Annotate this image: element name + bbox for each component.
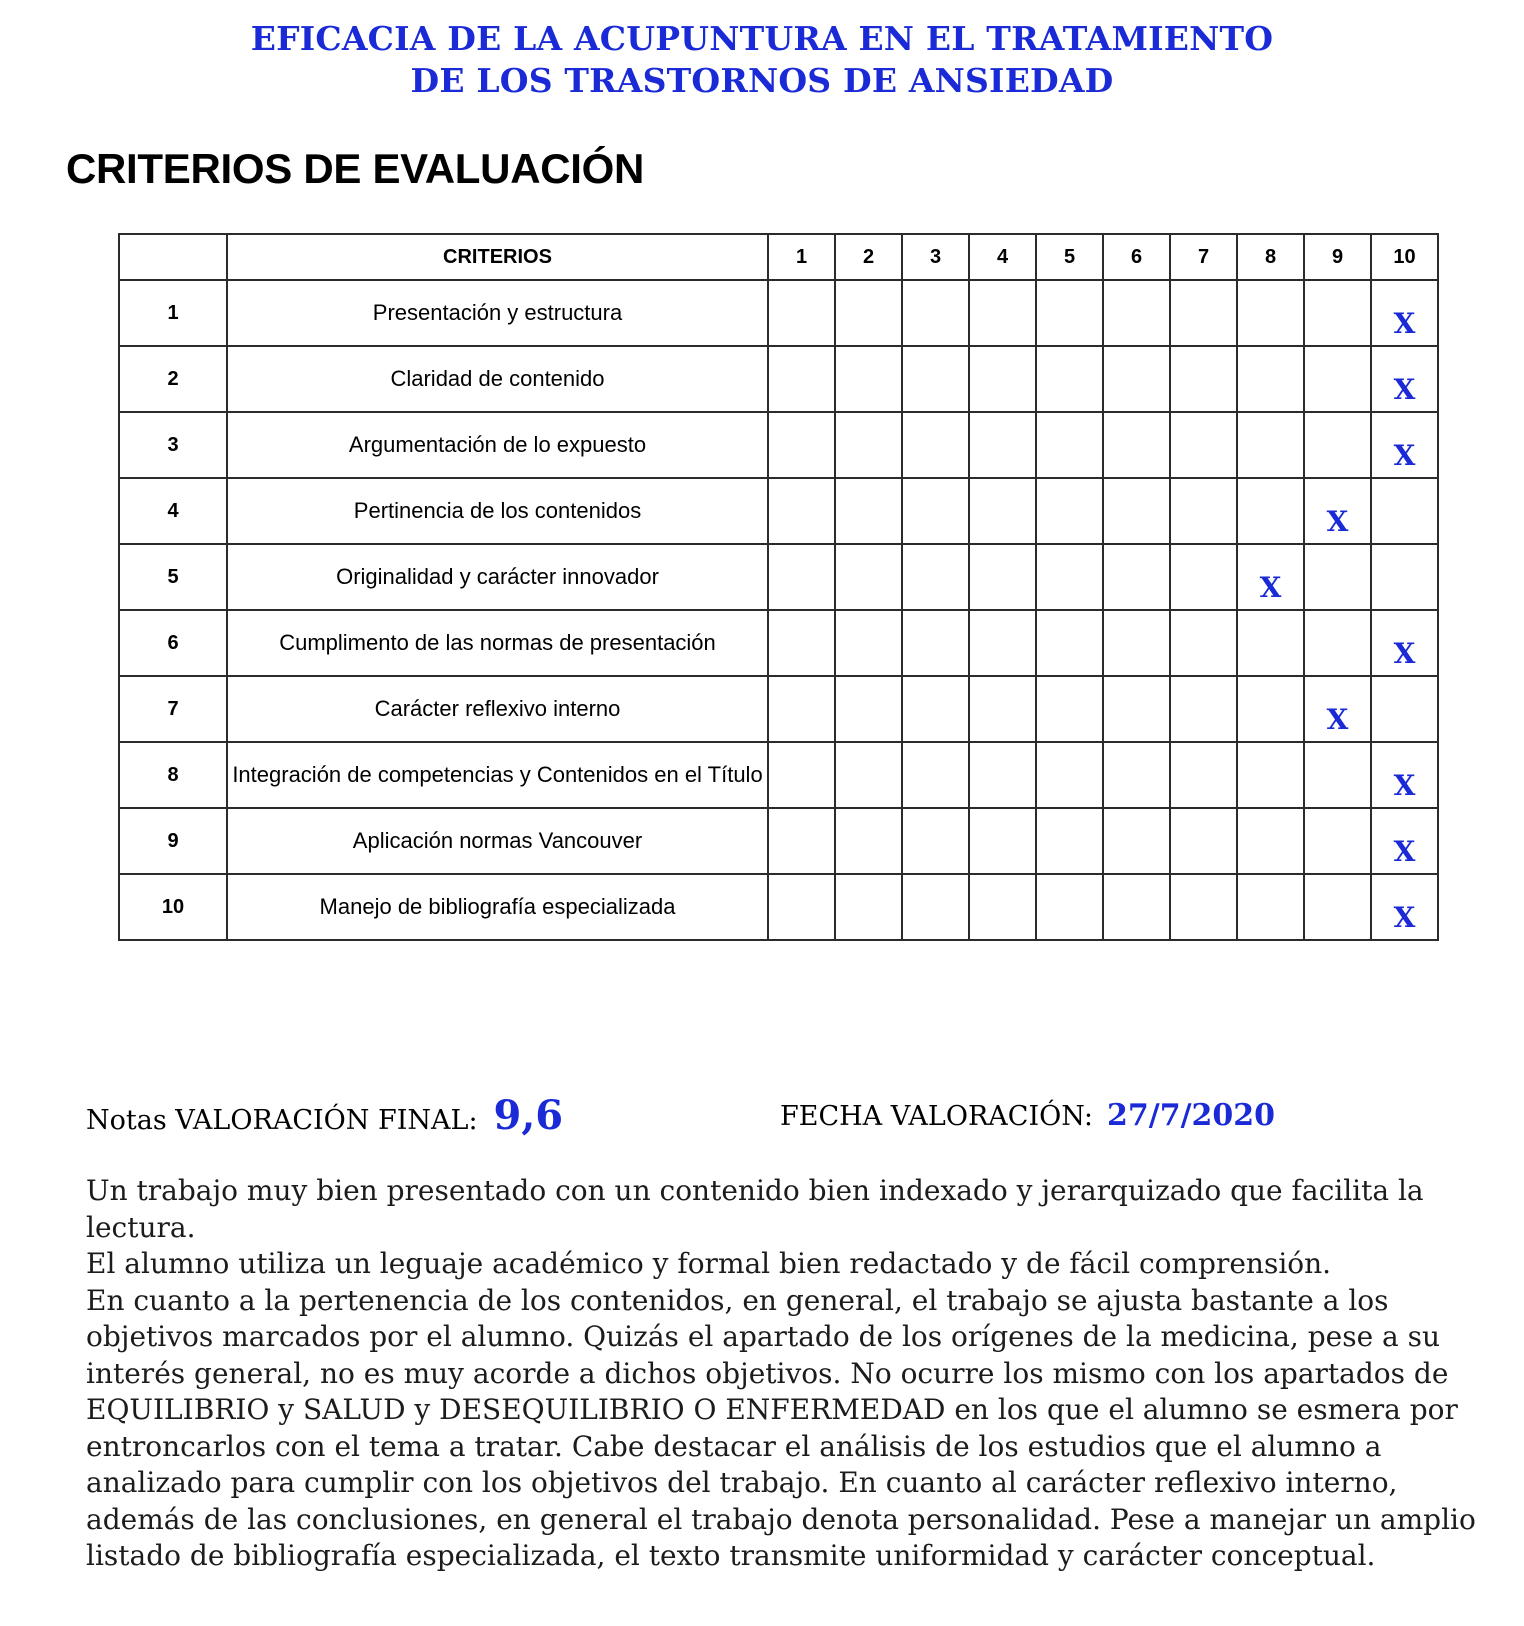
criterion-number: 4 (119, 478, 227, 544)
score-cell-5 (1036, 610, 1103, 676)
header-criteria: CRITERIOS (227, 234, 768, 280)
score-cell-7 (1170, 610, 1237, 676)
criterion-label: Originalidad y carácter innovador (227, 544, 768, 610)
comments (86, 1173, 1486, 1575)
criterion-label: Argumentación de lo expuesto (227, 412, 768, 478)
score-mark: X (1393, 373, 1416, 406)
score-header-1: 1 (768, 234, 835, 280)
score-cell-10 (1371, 610, 1438, 676)
score-cell-7 (1170, 412, 1237, 478)
score-cell-4 (969, 610, 1036, 676)
score-cell-3 (902, 412, 969, 478)
score-cell-5 (1036, 808, 1103, 874)
score-cell-10 (1371, 544, 1438, 610)
final-grade-label: Notas VALORACIÓN FINAL: (86, 1105, 478, 1136)
score-cell-8 (1237, 478, 1304, 544)
score-cell-3 (902, 808, 969, 874)
score-cell-4 (969, 808, 1036, 874)
comment-paragraph: En cuanto a la pertenencia de los contenidos, en general, el trabajo se ajusta bastante a los objetivos marcados por el alumno. Quizás el apartado de los orígenes de la medicina, pese a su interés general, no es muy acorde a dichos objetivos. No ocurre los mismo con los apartados de EQUILIBRIO y SALUD y DESEQUILIBRIO O ENFERMEDAD en los que el alumno se esmera por entroncarlos con el tema a tratar. Cabe destacar el análisis de los estudios que el alumno a analizado para cumplir con los objetivos del trabajo. En cuanto al carácter reflexivo interno, además de las conclusiones, en general el trabajo denota personalidad. Pese a manejar un amplio listado de bibliografía especializada, el texto transmite uniformidad y carácter conceptual. (86, 1283, 1476, 1572)
header-row (119, 234, 1438, 280)
score-mark: X (1259, 571, 1282, 604)
table-row (119, 742, 1438, 808)
score-cell-10 (1371, 478, 1438, 544)
score-cell-9 (1304, 478, 1371, 544)
score-cell-8 (1237, 742, 1304, 808)
score-cell-10 (1371, 346, 1438, 412)
score-cell-5 (1036, 478, 1103, 544)
score-mark: X (1326, 505, 1349, 538)
score-cell-6 (1103, 610, 1170, 676)
score-cell-1 (768, 346, 835, 412)
score-cell-3 (902, 676, 969, 742)
table-row (119, 412, 1438, 478)
score-cell-4 (969, 544, 1036, 610)
score-cell-7 (1170, 742, 1237, 808)
evaluation-table (118, 233, 1439, 941)
score-cell-1 (768, 742, 835, 808)
score-cell-9 (1304, 808, 1371, 874)
score-cell-8 (1237, 280, 1304, 346)
score-cell-2 (835, 742, 902, 808)
score-cell-8 (1237, 346, 1304, 412)
title-line-1: EFICACIA DE LA ACUPUNTURA EN EL TRATAMIENTO (250, 19, 1274, 58)
table-row (119, 676, 1438, 742)
score-header-4: 4 (969, 234, 1036, 280)
score-cell-9 (1304, 346, 1371, 412)
score-header-8: 8 (1237, 234, 1304, 280)
score-cell-9 (1304, 280, 1371, 346)
table-body (119, 280, 1438, 940)
final-grade-value: 9,6 (493, 1092, 564, 1139)
score-cell-3 (902, 544, 969, 610)
score-mark: X (1393, 835, 1416, 868)
score-mark: X (1393, 439, 1416, 472)
criterion-label: Aplicación normas Vancouver (227, 808, 768, 874)
score-cell-1 (768, 874, 835, 940)
score-header-5: 5 (1036, 234, 1103, 280)
score-cell-3 (902, 478, 969, 544)
criterion-number: 8 (119, 742, 227, 808)
score-cell-5 (1036, 544, 1103, 610)
score-cell-6 (1103, 676, 1170, 742)
score-header-3: 3 (902, 234, 969, 280)
criterion-label: Cumplimento de las normas de presentación (227, 610, 768, 676)
score-cell-8 (1237, 412, 1304, 478)
score-cell-2 (835, 280, 902, 346)
criterion-number: 1 (119, 280, 227, 346)
score-cell-10 (1371, 874, 1438, 940)
score-cell-2 (835, 412, 902, 478)
score-cell-6 (1103, 280, 1170, 346)
score-cell-4 (969, 478, 1036, 544)
score-cell-4 (969, 280, 1036, 346)
evaluation-date-value: 27/7/2020 (1107, 1098, 1276, 1133)
score-cell-5 (1036, 346, 1103, 412)
criterion-label: Integración de competencias y Contenidos en el Título (227, 742, 768, 808)
table-row (119, 874, 1438, 940)
score-cell-1 (768, 280, 835, 346)
score-cell-3 (902, 874, 969, 940)
score-cell-4 (969, 874, 1036, 940)
score-header-6: 6 (1103, 234, 1170, 280)
criterion-number: 7 (119, 676, 227, 742)
score-cell-2 (835, 676, 902, 742)
score-cell-6 (1103, 544, 1170, 610)
comment-paragraph: El alumno utiliza un leguaje académico y formal bien redactado y de fácil comprensión. (86, 1247, 1332, 1280)
score-cell-8 (1237, 544, 1304, 610)
score-cell-4 (969, 742, 1036, 808)
score-cell-5 (1036, 412, 1103, 478)
table-row (119, 808, 1438, 874)
score-cell-1 (768, 544, 835, 610)
score-header-9: 9 (1304, 234, 1371, 280)
score-cell-3 (902, 346, 969, 412)
criterion-label: Presentación y estructura (227, 280, 768, 346)
score-cell-2 (835, 544, 902, 610)
score-cell-3 (902, 610, 969, 676)
section-heading: CRITERIOS DE EVALUACIÓN (66, 145, 645, 192)
score-cell-2 (835, 874, 902, 940)
score-cell-7 (1170, 544, 1237, 610)
table-row (119, 610, 1438, 676)
criterion-label: Claridad de contenido (227, 346, 768, 412)
evaluation-date (780, 1098, 1275, 1133)
score-cell-2 (835, 478, 902, 544)
score-cell-8 (1237, 610, 1304, 676)
score-cell-2 (835, 610, 902, 676)
score-cell-5 (1036, 676, 1103, 742)
score-cell-1 (768, 808, 835, 874)
criterion-number: 6 (119, 610, 227, 676)
score-cell-4 (969, 676, 1036, 742)
score-cell-5 (1036, 742, 1103, 808)
score-cell-9 (1304, 742, 1371, 808)
score-cell-4 (969, 346, 1036, 412)
score-mark: X (1326, 703, 1349, 736)
score-cell-5 (1036, 280, 1103, 346)
criterion-number: 5 (119, 544, 227, 610)
score-header-2: 2 (835, 234, 902, 280)
score-cell-9 (1304, 610, 1371, 676)
score-mark: X (1393, 307, 1416, 340)
score-cell-8 (1237, 874, 1304, 940)
score-cell-7 (1170, 478, 1237, 544)
score-cell-7 (1170, 874, 1237, 940)
score-cell-6 (1103, 808, 1170, 874)
header-corner-cell (119, 234, 227, 280)
criterion-number: 2 (119, 346, 227, 412)
score-mark: X (1393, 901, 1416, 934)
score-cell-6 (1103, 346, 1170, 412)
evaluation-date-label: FECHA VALORACIÓN: (780, 1101, 1094, 1132)
score-cell-3 (902, 742, 969, 808)
final-grade (86, 1092, 563, 1139)
score-cell-7 (1170, 346, 1237, 412)
score-cell-6 (1103, 412, 1170, 478)
table-row (119, 346, 1438, 412)
score-cell-9 (1304, 874, 1371, 940)
score-cell-6 (1103, 478, 1170, 544)
criterion-label: Pertinencia de los contenidos (227, 478, 768, 544)
score-cell-1 (768, 478, 835, 544)
score-header-10: 10 (1371, 234, 1438, 280)
score-cell-6 (1103, 874, 1170, 940)
score-cell-1 (768, 412, 835, 478)
table-header (119, 234, 1438, 280)
score-cell-8 (1237, 808, 1304, 874)
score-cell-1 (768, 610, 835, 676)
score-mark: X (1393, 637, 1416, 670)
criterion-number: 10 (119, 874, 227, 940)
comment-paragraph: Un trabajo muy bien presentado con un contenido bien indexado y jerarquizado que facilita la lectura. (86, 1174, 1424, 1244)
score-cell-8 (1237, 676, 1304, 742)
score-cell-1 (768, 676, 835, 742)
score-cell-9 (1304, 676, 1371, 742)
title-line-2: DE LOS TRASTORNOS DE ANSIEDAD (410, 61, 1114, 100)
score-cell-9 (1304, 544, 1371, 610)
score-cell-2 (835, 346, 902, 412)
document-title (0, 18, 1524, 102)
score-cell-10 (1371, 808, 1438, 874)
criterion-label: Manejo de bibliografía especializada (227, 874, 768, 940)
table-row (119, 544, 1438, 610)
score-cell-7 (1170, 808, 1237, 874)
criterion-label: Carácter reflexivo interno (227, 676, 768, 742)
score-cell-3 (902, 280, 969, 346)
table-row (119, 478, 1438, 544)
score-cell-10 (1371, 742, 1438, 808)
score-cell-7 (1170, 280, 1237, 346)
score-cell-5 (1036, 874, 1103, 940)
score-cell-9 (1304, 412, 1371, 478)
table-row (119, 280, 1438, 346)
criterion-number: 9 (119, 808, 227, 874)
score-cell-7 (1170, 676, 1237, 742)
score-cell-2 (835, 808, 902, 874)
criterion-number: 3 (119, 412, 227, 478)
score-cell-6 (1103, 742, 1170, 808)
score-cell-4 (969, 412, 1036, 478)
score-mark: X (1393, 769, 1416, 802)
score-cell-10 (1371, 676, 1438, 742)
score-cell-10 (1371, 412, 1438, 478)
score-header-7: 7 (1170, 234, 1237, 280)
score-cell-10 (1371, 280, 1438, 346)
